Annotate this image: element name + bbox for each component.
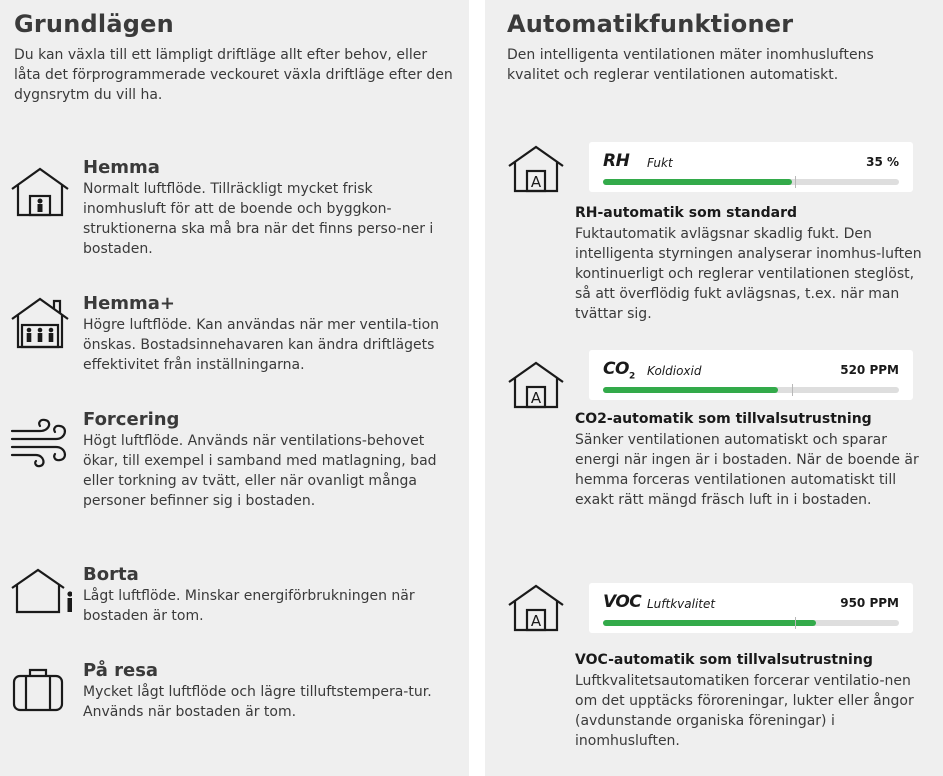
svg-text:A: A: [530, 389, 542, 407]
meter-label: Luftkvalitet: [647, 597, 716, 611]
voc-meter-card: [589, 583, 913, 633]
rh-meter-card: [589, 142, 913, 192]
suitcase-icon: [10, 662, 72, 718]
meter-marker: [795, 176, 796, 188]
left-intro: Du kan växla till ett lämpligt driftläge allt efter behov, eller låta det förprogrammerade veckouret växla driftläge efter den dygnsrytm du vill ha.: [14, 47, 453, 103]
meter-label: Fukt: [647, 156, 673, 170]
svg-text:A: A: [530, 612, 542, 630]
mode-desc: Lågt luftflöde. Minskar energiförbrukningen när bostaden är tom.: [83, 588, 415, 624]
co2-meter-card: [589, 350, 913, 400]
meter-marker: [792, 384, 793, 396]
meter-abbr: VOC: [603, 592, 642, 612]
auto-title: CO2-automatik som tillvalsutrustning: [575, 411, 872, 427]
auto-title: VOC-automatik som tillvalsutrustning: [575, 652, 873, 668]
mode-title: Forcering: [83, 409, 180, 430]
meter-abbr: $CO_2$: [603, 359, 635, 382]
left-panel: [0, 0, 469, 776]
mode-desc: Mycket lågt luftflöde och lägre tilluftstempera-tur. Används när bostaden är tom.: [83, 684, 432, 720]
meter-track: [603, 620, 899, 626]
meter-value: 35 %: [866, 155, 899, 169]
mode-title: På resa: [83, 660, 159, 681]
meter-marker: [795, 617, 796, 629]
house-group-icon: [10, 295, 72, 351]
svg-text:A: A: [530, 173, 542, 191]
mode-desc: Högre luftflöde. Kan användas när mer ventila-tion önskas. Bostadsinnehavaren kan ändra driftlägets effektivitet från inställningarna.: [83, 317, 440, 373]
mode-title: Borta: [83, 564, 139, 585]
house-auto-icon: [507, 583, 565, 633]
auto-desc: Sänker ventilationen automatiskt och sparar energi när ingen är i bostaden. När de boende är hemma forceras ventilationen automatiskt till exakt rätt mängd fräsch luft in i bostaden.: [575, 432, 919, 508]
meter-fill: [603, 620, 816, 626]
house-away-icon: [10, 566, 72, 622]
house-auto-icon: [507, 360, 565, 410]
meter-value: 950 PPM: [840, 596, 899, 610]
meter-label: Koldioxid: [647, 364, 702, 378]
right-intro: Den intelligenta ventilationen mäter inomhusluftens kvalitet och reglerar ventilationen automatiskt.: [507, 47, 874, 83]
auto-desc: Fuktautomatik avlägsnar skadlig fukt. Den intelligenta styrningen analyserar inomhus-luften kontinuerligt och reglerar ventilationen steglöst, så att överflödig fukt avlägsnas, t.ex. när man tvättar sig.: [575, 226, 922, 322]
auto-title: RH-automatik som standard: [575, 205, 797, 221]
meter-value: 520 PPM: [840, 363, 899, 377]
wind-icon: [10, 413, 72, 469]
meter-track: [603, 387, 899, 393]
auto-desc: Luftkvalitetsautomatiken forcerar ventilatio-nen om det upptäcks föroreningar, lukter eller ångor (avdunstande organiska föreningar) i inomhusluften.: [575, 673, 914, 749]
mode-desc: Högt luftflöde. Används när ventilations-behovet ökar, till exempel i samband med matlagning, bad eller torkning av tvätt, eller när ovanligt många personer befinner sig i bostaden.: [83, 433, 437, 509]
mode-desc: Normalt luftflöde. Tillräckligt mycket frisk inomhusluft för att de boende och byggkon-struktionerna ska må bra när det finns perso-ner i bostaden.: [83, 181, 434, 257]
right-title: Automatikfunktioner: [507, 10, 794, 38]
meter-abbr: RH: [603, 151, 630, 171]
house-auto-icon: [507, 144, 565, 194]
mode-title: Hemma: [83, 157, 160, 178]
house-single-person-icon: [10, 163, 72, 219]
right-panel: [485, 0, 943, 776]
mode-title: Hemma+: [83, 293, 176, 314]
meter-fill: [603, 387, 778, 393]
left-title: Grundlägen: [14, 10, 174, 38]
meter-track: [603, 179, 899, 185]
meter-fill: [603, 179, 792, 185]
